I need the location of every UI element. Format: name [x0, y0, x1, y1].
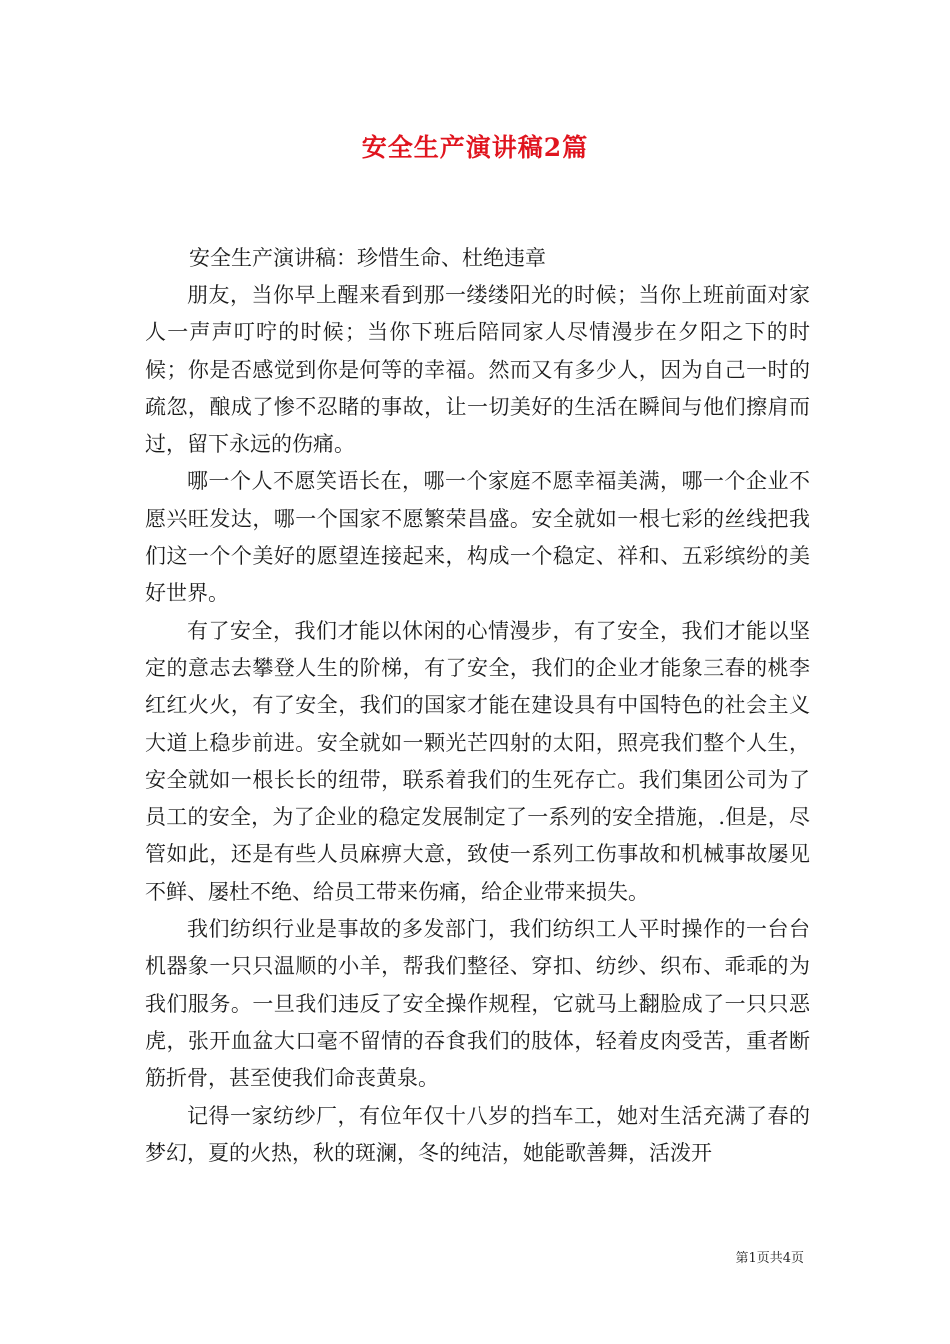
paragraph-3: 有了安全，我们才能以休闲的心情漫步，有了安全，我们才能以坚定的意志去攀登人生的阶梯，有了安全，我们的企业才能象三春的桃李红红火火，有了安全，我们的国家才能在建设具有中国特色的社会主义大道上稳步前进。安全就如一颗光芒四射的太阳，照亮我们整个人生，安全就如一根长长的纽带，联系着我们的生死存亡。我们集团公司为了员工的安全，为了企业的稳定发展制定了一系列的安全措施，.但是，尽管如此，还是有些人员麻痹大意，致使一系列工伤事故和机械事故屡见不鲜、屡杜不绝、给员工带来伤痛，给企业带来损失。	[145, 618, 810, 904]
document-title: 安全生产演讲稿2篇	[361, 133, 589, 162]
paragraph-4: 我们纺织行业是事故的多发部门，我们纺织工人平时操作的一台台机器象一只只温顺的小羊，帮我们整径、穿扣、纺纱、织布、乖乖的为我们服务。一旦我们违反了安全操作规程，它就马上翻脸成了一只只恶虎，张开血盆大口毫不留情的吞食我们的肢体，轻着皮肉受苦，重者断筋折骨，甚至使我们命丧黄泉。	[145, 917, 810, 1091]
paragraph-5: 记得一家纺纱厂，有位年仅十八岁的挡车工，她对生活充满了春的梦幻，夏的火热，秋的斑澜，冬的纯洁，她能歌善舞，活泼开	[145, 1103, 810, 1165]
document-body	[145, 240, 810, 1172]
page-number: 第1页共4页	[735, 1251, 804, 1266]
paragraph-2: 哪一个人不愿笑语长在，哪一个家庭不愿幸福美满，哪一个企业不愿兴旺发达，哪一个国家不愿繁荣昌盛。安全就如一根七彩的丝线把我们这一个个美好的愿望连接起来，构成一个稳定、祥和、五彩缤纷的美好世界。	[145, 469, 810, 606]
paragraph-1: 朋友，当你早上醒来看到那一缕缕阳光的时候；当你上班前面对家人一声声叮咛的时候；当你下班后陪同家人尽情漫步在夕阳之下的时候；你是否感觉到你是何等的幸福。然而又有多少人，因为自己一时的疏忽，酿成了惨不忍睹的事故，让一切美好的生活在瞬间与他们擦肩而过，留下永远的伤痛。	[145, 283, 810, 457]
document-subtitle: 安全生产演讲稿：珍惜生命、杜绝违章	[189, 246, 546, 270]
